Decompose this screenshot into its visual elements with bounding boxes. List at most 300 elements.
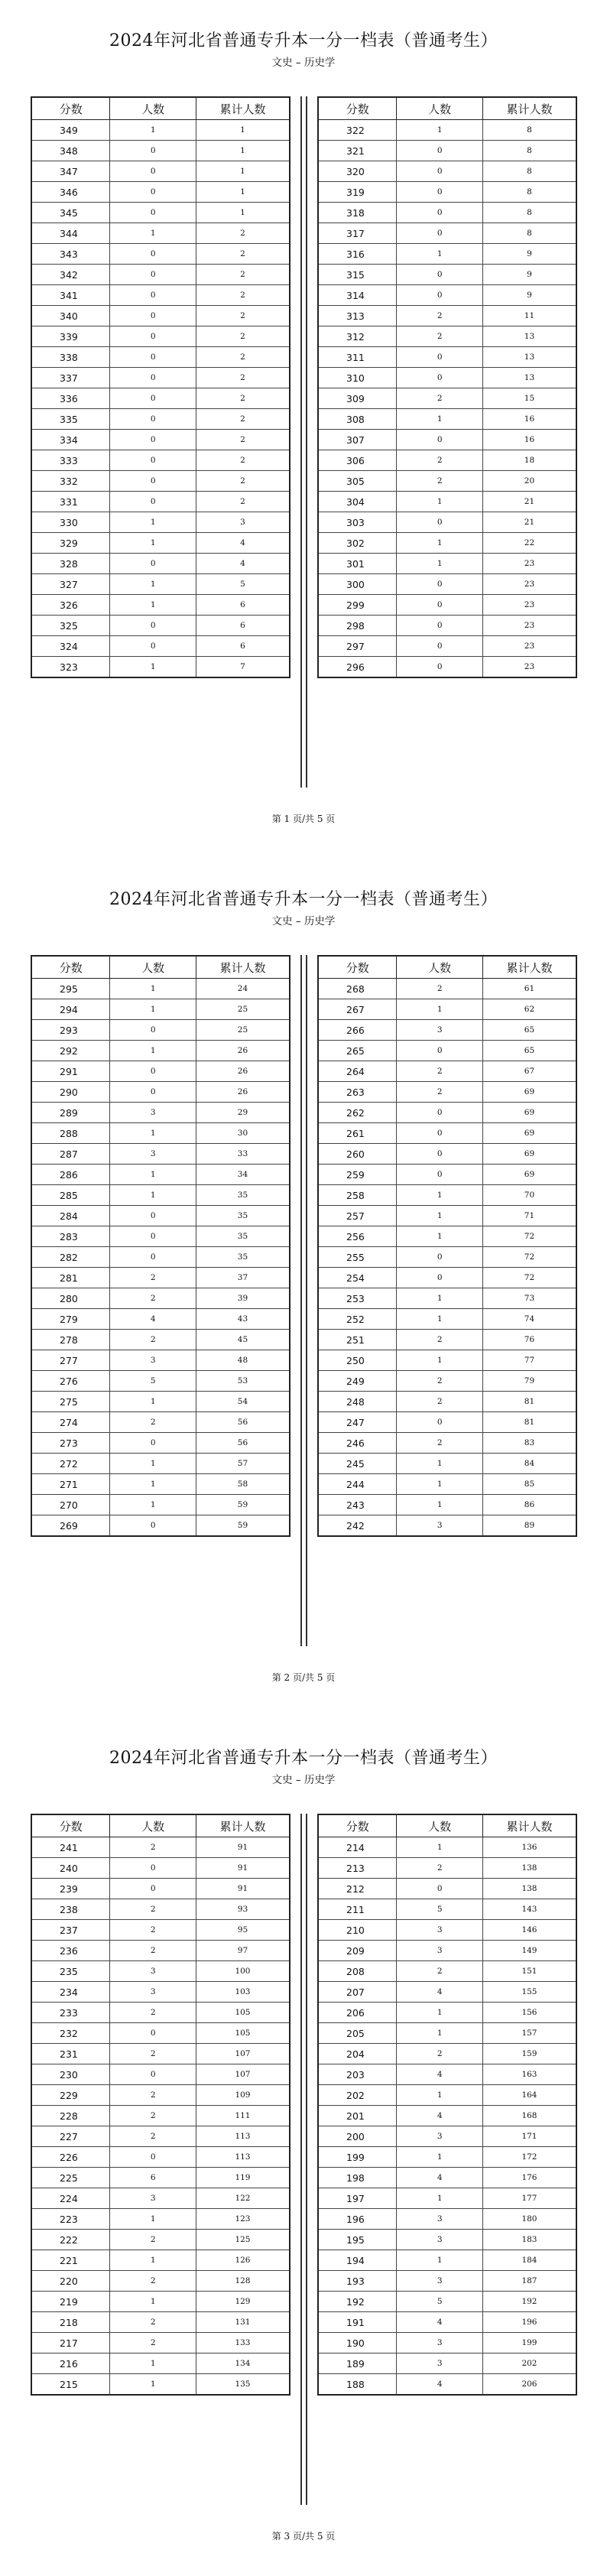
table-row (31, 1288, 290, 1309)
score-cell: 291 (31, 1061, 110, 1082)
count-cell: 0 (110, 1226, 196, 1247)
score-cell: 195 (318, 2230, 397, 2250)
score-cell: 304 (318, 492, 397, 512)
count-cell: 0 (110, 2064, 196, 2085)
score-cell: 254 (318, 1268, 397, 1288)
table-row (31, 326, 290, 347)
cumulative-cell: 45 (196, 1330, 290, 1350)
cumulative-cell: 159 (482, 2044, 576, 2064)
table-row (318, 492, 576, 512)
table-row (318, 223, 576, 244)
score-cell: 340 (31, 306, 110, 326)
score-cell: 342 (31, 265, 110, 285)
table-row (31, 120, 290, 141)
table-row (31, 616, 290, 636)
score-cell: 260 (318, 1144, 397, 1165)
cumulative-cell: 176 (482, 2168, 576, 2188)
cumulative-cell: 23 (482, 636, 576, 657)
score-table-left (31, 96, 291, 678)
table-row (318, 595, 576, 616)
page (0, 859, 607, 1717)
cumulative-cell: 91 (196, 1858, 290, 1879)
table-row (31, 388, 290, 409)
count-cell: 0 (397, 574, 483, 595)
table-row (31, 595, 290, 616)
table-row (318, 636, 576, 657)
table-row (318, 2023, 576, 2044)
score-cell: 259 (318, 1165, 397, 1185)
score-cell: 321 (318, 141, 397, 161)
cumulative-cell: 171 (482, 2126, 576, 2147)
cumulative-cell: 93 (196, 1899, 290, 1920)
count-cell: 1 (110, 1474, 196, 1495)
page-number: 第 1 页/共 5 页 (271, 814, 336, 824)
count-cell: 3 (397, 1020, 483, 1041)
score-cell: 334 (31, 430, 110, 450)
table-row (31, 1879, 290, 1899)
table-row (31, 2271, 290, 2292)
score-cell: 331 (31, 492, 110, 512)
count-cell: 2 (110, 1941, 196, 1961)
cumulative-cell: 13 (482, 326, 576, 347)
cumulative-cell: 157 (482, 2023, 576, 2044)
column-header: 人数 (110, 97, 196, 120)
table-row (318, 1206, 576, 1226)
cumulative-cell: 25 (196, 999, 290, 1020)
page-title: 2024年河北省普通专升本一分一档表（普通考生） (109, 31, 498, 50)
count-cell: 1 (110, 999, 196, 1020)
cumulative-cell: 151 (482, 1961, 576, 1982)
count-cell: 0 (110, 450, 196, 471)
score-cell: 200 (318, 2126, 397, 2147)
score-cell: 194 (318, 2250, 397, 2271)
count-cell: 1 (397, 999, 483, 1020)
cumulative-cell: 143 (482, 1899, 576, 1920)
score-cell: 198 (318, 2168, 397, 2188)
table-header-row (31, 956, 290, 979)
score-cell: 286 (31, 1165, 110, 1185)
table-row (318, 1982, 576, 2003)
count-cell: 2 (397, 1082, 483, 1103)
cumulative-cell: 74 (482, 1309, 576, 1330)
table-row (31, 2292, 290, 2312)
count-cell: 0 (397, 1041, 483, 1061)
table-row (31, 1309, 290, 1330)
count-cell: 1 (397, 2085, 483, 2106)
score-cell: 327 (31, 574, 110, 595)
score-cell: 265 (318, 1041, 397, 1061)
column-separator (306, 96, 307, 788)
score-cell: 252 (318, 1309, 397, 1330)
table-row (318, 574, 576, 595)
cumulative-cell: 123 (196, 2209, 290, 2230)
table-row (318, 1474, 576, 1495)
count-cell: 1 (397, 1837, 483, 1858)
count-cell: 4 (397, 2106, 483, 2126)
count-cell: 0 (397, 1268, 483, 1288)
cumulative-cell: 2 (196, 306, 290, 326)
score-cell: 220 (31, 2271, 110, 2292)
cumulative-cell: 6 (196, 636, 290, 657)
column-separator (300, 1814, 302, 2505)
count-cell: 1 (397, 1350, 483, 1371)
table-row (318, 1226, 576, 1247)
count-cell: 0 (110, 1082, 196, 1103)
score-cell: 237 (31, 1920, 110, 1941)
table-row (31, 141, 290, 161)
score-cell: 204 (318, 2044, 397, 2064)
count-cell: 0 (397, 657, 483, 678)
table-row (31, 1941, 290, 1961)
table-row (318, 2353, 576, 2374)
count-cell: 2 (110, 2230, 196, 2250)
count-cell: 1 (397, 409, 483, 430)
column-separator (300, 955, 302, 1646)
table-row (31, 999, 290, 1020)
count-cell: 2 (110, 2333, 196, 2353)
cumulative-cell: 1 (196, 203, 290, 223)
table-row (318, 471, 576, 492)
score-cell: 273 (31, 1433, 110, 1454)
count-cell: 0 (110, 1879, 196, 1899)
column-header: 累计人数 (196, 97, 290, 120)
count-cell: 1 (110, 1165, 196, 1185)
score-cell: 315 (318, 265, 397, 285)
table-row (31, 1858, 290, 1879)
score-cell: 346 (31, 182, 110, 203)
count-cell: 2 (397, 1371, 483, 1392)
table-row (31, 1247, 290, 1268)
count-cell: 0 (110, 244, 196, 265)
score-cell: 224 (31, 2188, 110, 2209)
score-cell: 314 (318, 285, 397, 306)
count-cell: 2 (110, 2106, 196, 2126)
count-cell: 1 (397, 1495, 483, 1515)
cumulative-cell: 3 (196, 512, 290, 533)
cumulative-cell: 20 (482, 471, 576, 492)
cumulative-cell: 2 (196, 471, 290, 492)
cumulative-cell: 95 (196, 1920, 290, 1941)
cumulative-cell: 25 (196, 1020, 290, 1041)
score-cell: 258 (318, 1185, 397, 1206)
score-cell: 228 (31, 2106, 110, 2126)
cumulative-cell: 35 (196, 1226, 290, 1247)
cumulative-cell: 81 (482, 1392, 576, 1412)
table-row (318, 1330, 576, 1350)
score-cell: 279 (31, 1309, 110, 1330)
cumulative-cell: 54 (196, 1392, 290, 1412)
count-cell: 0 (110, 1858, 196, 1879)
table-row (31, 1454, 290, 1474)
count-cell: 2 (397, 1858, 483, 1879)
count-cell: 1 (110, 2374, 196, 2396)
count-cell: 0 (110, 616, 196, 636)
column-header: 累计人数 (482, 956, 576, 979)
cumulative-cell: 57 (196, 1454, 290, 1474)
score-cell: 297 (318, 636, 397, 657)
table-row (318, 2147, 576, 2168)
count-cell: 1 (110, 2292, 196, 2312)
table-header-row (318, 1814, 576, 1837)
cumulative-cell: 4 (196, 554, 290, 574)
count-cell: 1 (397, 120, 483, 141)
column-header: 人数 (110, 956, 196, 979)
count-cell: 0 (110, 1020, 196, 1041)
score-cell: 316 (318, 244, 397, 265)
count-cell: 0 (110, 492, 196, 512)
score-cell: 210 (318, 1920, 397, 1941)
score-cell: 255 (318, 1247, 397, 1268)
count-cell: 0 (397, 223, 483, 244)
cumulative-cell: 53 (196, 1371, 290, 1392)
table-row (31, 1144, 290, 1165)
score-cell: 276 (31, 1371, 110, 1392)
table-row (31, 1412, 290, 1433)
count-cell: 2 (110, 1837, 196, 1858)
count-cell: 0 (397, 1879, 483, 1899)
score-cell: 247 (318, 1412, 397, 1433)
cumulative-cell: 76 (482, 1330, 576, 1350)
count-cell: 0 (397, 141, 483, 161)
score-cell: 189 (318, 2353, 397, 2374)
count-cell: 0 (397, 161, 483, 182)
score-cell: 349 (31, 120, 110, 141)
table-row (318, 1495, 576, 1515)
score-cell: 267 (318, 999, 397, 1020)
score-cell: 244 (318, 1474, 397, 1495)
count-cell: 1 (110, 512, 196, 533)
count-cell: 0 (110, 554, 196, 574)
table-row (31, 533, 290, 554)
cumulative-cell: 70 (482, 1185, 576, 1206)
count-cell: 2 (397, 1392, 483, 1412)
count-cell: 1 (397, 1454, 483, 1474)
score-cell: 197 (318, 2188, 397, 2209)
score-cell: 231 (31, 2044, 110, 2064)
cumulative-cell: 33 (196, 1144, 290, 1165)
count-cell: 3 (110, 2188, 196, 2209)
table-row (318, 347, 576, 368)
table-row (31, 2188, 290, 2209)
table-row (318, 533, 576, 554)
table-row (318, 2292, 576, 2312)
cumulative-cell: 135 (196, 2374, 290, 2396)
cumulative-cell: 23 (482, 595, 576, 616)
score-cell: 234 (31, 1982, 110, 2003)
table-row (31, 1041, 290, 1061)
score-cell: 201 (318, 2106, 397, 2126)
score-cell: 213 (318, 1858, 397, 1879)
score-cell: 270 (31, 1495, 110, 1515)
table-row (31, 203, 290, 223)
column-header: 分数 (318, 956, 397, 979)
count-cell: 1 (397, 1474, 483, 1495)
score-cell: 338 (31, 347, 110, 368)
table-row (318, 1082, 576, 1103)
table-row (318, 1412, 576, 1433)
cumulative-cell: 199 (482, 2333, 576, 2353)
score-cell: 343 (31, 244, 110, 265)
score-cell: 238 (31, 1899, 110, 1920)
cumulative-cell: 111 (196, 2106, 290, 2126)
table-row (31, 1226, 290, 1247)
cumulative-cell: 18 (482, 450, 576, 471)
count-cell: 2 (397, 306, 483, 326)
score-cell: 261 (318, 1123, 397, 1144)
cumulative-cell: 72 (482, 1226, 576, 1247)
cumulative-cell: 149 (482, 1941, 576, 1961)
score-cell: 309 (318, 388, 397, 409)
cumulative-cell: 69 (482, 1123, 576, 1144)
table-row (318, 1920, 576, 1941)
cumulative-cell: 67 (482, 1061, 576, 1082)
count-cell: 0 (110, 430, 196, 450)
score-cell: 282 (31, 1247, 110, 1268)
table-row (318, 1837, 576, 1858)
count-cell: 1 (397, 1206, 483, 1226)
score-cell: 251 (318, 1330, 397, 1350)
count-cell: 1 (110, 595, 196, 616)
cumulative-cell: 59 (196, 1515, 290, 1537)
cumulative-cell: 138 (482, 1879, 576, 1899)
count-cell: 0 (110, 1433, 196, 1454)
score-cell: 299 (318, 595, 397, 616)
count-cell: 0 (397, 368, 483, 388)
count-cell: 1 (397, 244, 483, 265)
count-cell: 4 (397, 2168, 483, 2188)
table-row (31, 1082, 290, 1103)
table-row (31, 471, 290, 492)
score-cell: 323 (31, 657, 110, 678)
score-cell: 285 (31, 1185, 110, 1206)
cumulative-cell: 105 (196, 2023, 290, 2044)
cumulative-cell: 86 (482, 1495, 576, 1515)
cumulative-cell: 7 (196, 657, 290, 678)
count-cell: 3 (397, 2271, 483, 2292)
score-cell: 310 (318, 368, 397, 388)
table-row (31, 1103, 290, 1123)
cumulative-cell: 26 (196, 1061, 290, 1082)
table-row (31, 1433, 290, 1454)
score-cell: 347 (31, 161, 110, 182)
count-cell: 0 (110, 203, 196, 223)
count-cell: 3 (397, 2353, 483, 2374)
score-cell: 336 (31, 388, 110, 409)
table-row (318, 999, 576, 1020)
cumulative-cell: 122 (196, 2188, 290, 2209)
score-cell: 208 (318, 1961, 397, 1982)
count-cell: 3 (397, 2126, 483, 2147)
count-cell: 0 (110, 471, 196, 492)
cumulative-cell: 164 (482, 2085, 576, 2106)
score-cell: 241 (31, 1837, 110, 1858)
table-row (31, 182, 290, 203)
table-row (31, 347, 290, 368)
cumulative-cell: 72 (482, 1268, 576, 1288)
cumulative-cell: 22 (482, 533, 576, 554)
cumulative-cell: 8 (482, 203, 576, 223)
count-cell: 2 (110, 2271, 196, 2292)
score-cell: 290 (31, 1082, 110, 1103)
cumulative-cell: 126 (196, 2250, 290, 2271)
score-cell: 264 (318, 1061, 397, 1082)
count-cell: 1 (397, 2147, 483, 2168)
score-cell: 281 (31, 1268, 110, 1288)
cumulative-cell: 65 (482, 1041, 576, 1061)
score-cell: 300 (318, 574, 397, 595)
table-row (318, 1165, 576, 1185)
table-row (318, 1858, 576, 1879)
count-cell: 0 (397, 1144, 483, 1165)
column-header: 分数 (31, 97, 110, 120)
table-row (31, 2230, 290, 2250)
cumulative-cell: 2 (196, 450, 290, 471)
table-row (31, 979, 290, 999)
cumulative-cell: 16 (482, 409, 576, 430)
table-row (31, 2333, 290, 2353)
table-row (318, 1392, 576, 1412)
score-cell: 216 (31, 2353, 110, 2374)
cumulative-cell: 155 (482, 1982, 576, 2003)
count-cell: 4 (397, 2312, 483, 2333)
count-cell: 3 (397, 2209, 483, 2230)
table-row (318, 1020, 576, 1041)
cumulative-cell: 34 (196, 1165, 290, 1185)
cumulative-cell: 107 (196, 2044, 290, 2064)
cumulative-cell: 2 (196, 223, 290, 244)
table-row (318, 388, 576, 409)
score-cell: 235 (31, 1961, 110, 1982)
score-cell: 256 (318, 1226, 397, 1247)
cumulative-cell: 15 (482, 388, 576, 409)
table-row (31, 2250, 290, 2271)
score-cell: 191 (318, 2312, 397, 2333)
cumulative-cell: 56 (196, 1433, 290, 1454)
table-row (318, 2168, 576, 2188)
table-row (318, 1185, 576, 1206)
count-cell: 2 (397, 1061, 483, 1082)
cumulative-cell: 89 (482, 1515, 576, 1537)
cumulative-cell: 1 (196, 161, 290, 182)
table-row (31, 574, 290, 595)
cumulative-cell: 79 (482, 1371, 576, 1392)
table-row (318, 2188, 576, 2209)
count-cell: 1 (110, 120, 196, 141)
table-row (31, 1961, 290, 1982)
table-row (31, 1899, 290, 1920)
score-cell: 328 (31, 554, 110, 574)
cumulative-cell: 129 (196, 2292, 290, 2312)
score-cell: 302 (318, 533, 397, 554)
score-table-right (317, 955, 577, 1537)
count-cell: 1 (110, 574, 196, 595)
table-row (31, 1350, 290, 1371)
cumulative-cell: 23 (482, 616, 576, 636)
count-cell: 0 (397, 1412, 483, 1433)
table-row (31, 450, 290, 471)
table-row (31, 1982, 290, 2003)
table-row (318, 1454, 576, 1474)
score-cell: 212 (318, 1879, 397, 1899)
table-row (318, 120, 576, 141)
count-cell: 1 (397, 2003, 483, 2023)
cumulative-cell: 1 (196, 182, 290, 203)
count-cell: 1 (110, 657, 196, 678)
score-table-right (317, 1814, 577, 2396)
cumulative-cell: 23 (482, 657, 576, 678)
table-header-row (31, 1814, 290, 1837)
cumulative-cell: 69 (482, 1082, 576, 1103)
